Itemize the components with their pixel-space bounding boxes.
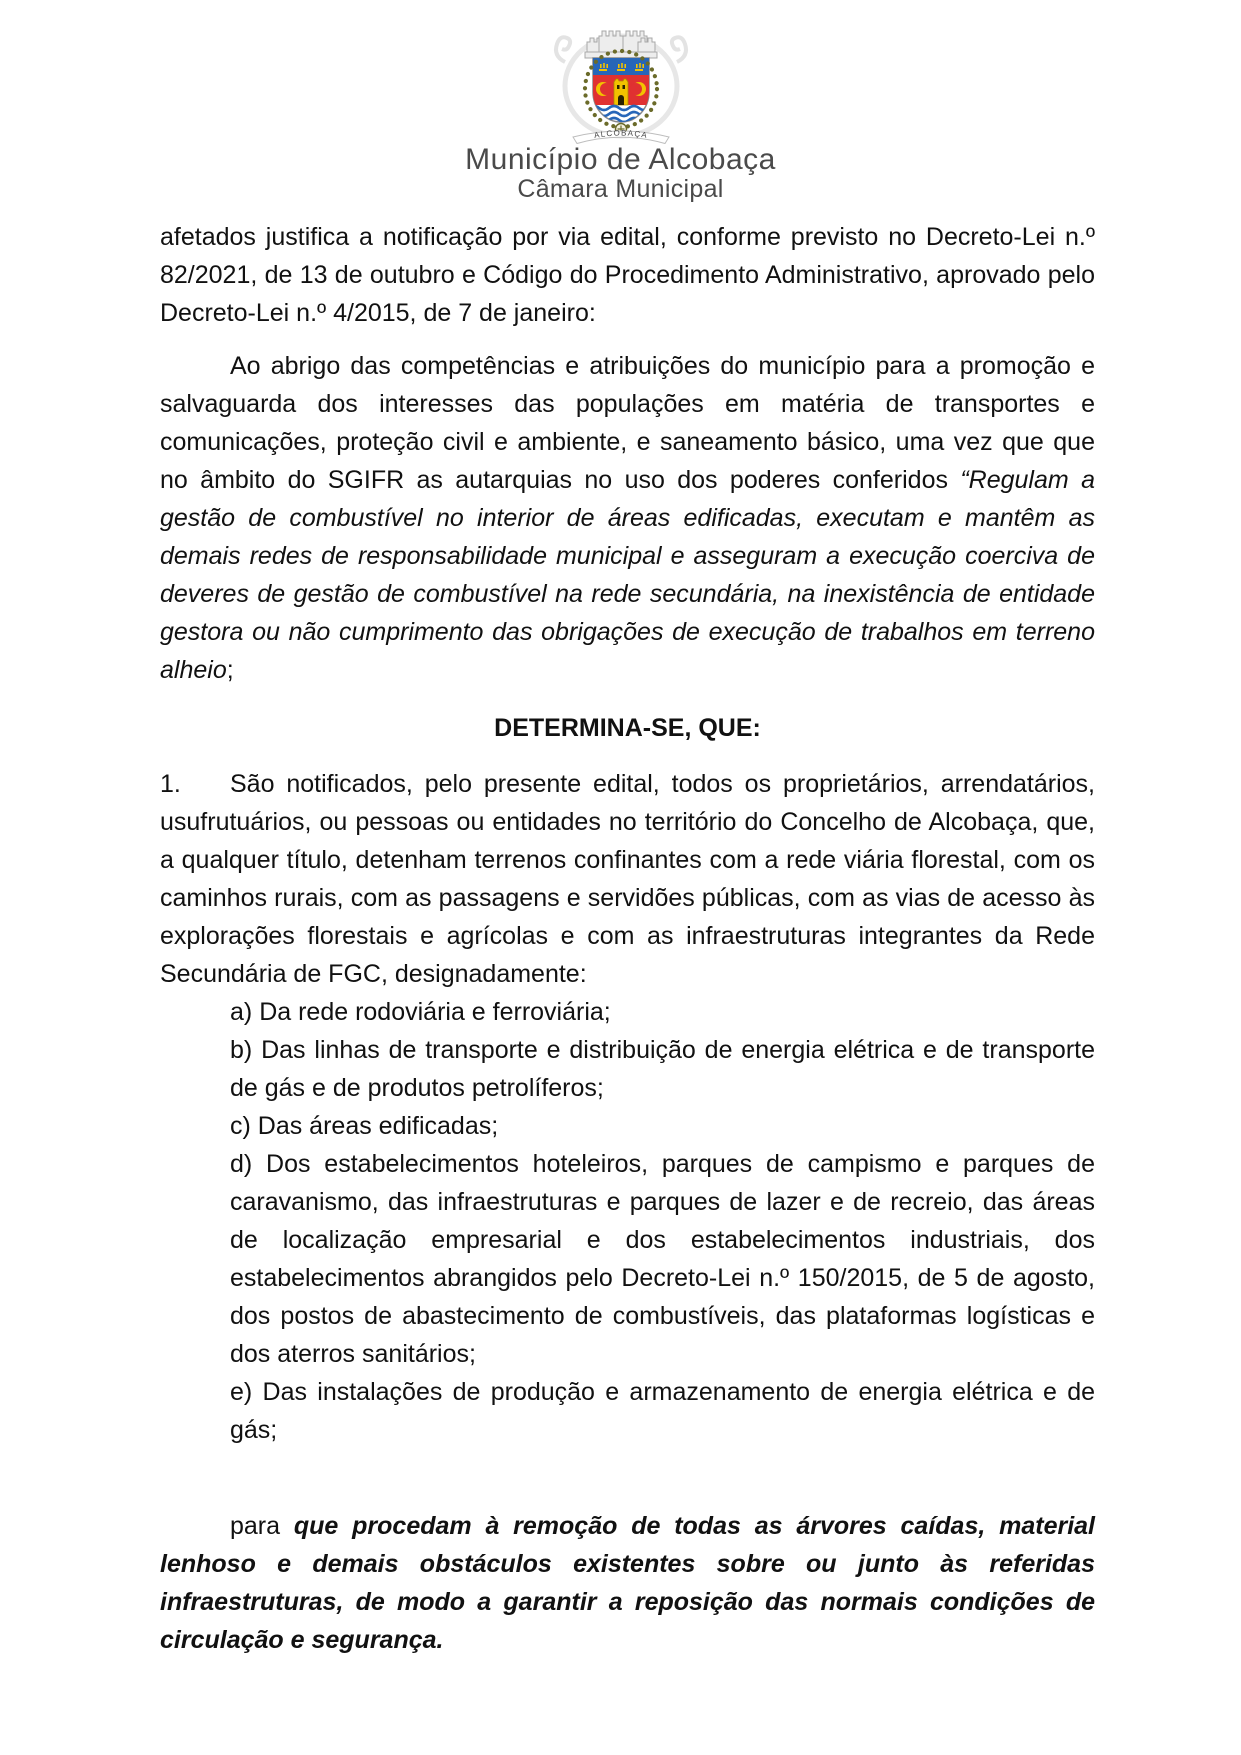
closing-prefix: para [230,1512,294,1540]
paragraph-notificacao-text: afetados justifica a notificação por via edital, conforme previsto no Decreto-Lei n.º 82/2021, de 13 de outubro e Código do Procedimento Administrativo, aprovado pelo Decreto-Lei n.º 4/2015, de 7 de janeiro: [160,223,1095,327]
subitem-a-text: Da rede rodoviária e ferroviária; [259,998,611,1026]
closing-paragraph [160,1507,1095,1659]
municipal-logo [0,22,1241,144]
paragraph-competencias-regular: Ao abrigo das competências e atribuições do município para a promoção e salvaguarda dos interesses das populações em matéria de transportes e comunicações, proteção civil e ambiente, e saneamento básico, uma vez que que no âmbito do SGIFR as autarquias no uso dos poderes conferidos [160,352,1095,494]
subitem-b-label: b) [230,1036,253,1064]
shield [589,56,659,122]
subitem-a [230,993,1095,1031]
item-1-paragraph [160,765,1095,993]
paragraph-notificacao [160,218,1095,332]
document-header [0,0,1241,202]
department-name: Câmara Municipal [517,175,724,203]
paragraph-competencias [160,347,1095,689]
subitem-d-label: d) [230,1150,253,1178]
item-1-text: São notificados, pelo presente edital, todos os proprietários, arrendatários, usufrutuários, ou pessoas ou entidades no território do Concelho de Alcobaça, que, a qualquer título, detenham terrenos confinantes com a rede viária florestal, com os caminhos rurais, com as passagens e servidões públicas, com as vias de acesso às explorações florestais e agrícolas e com as infraestruturas integrantes da Rede Secundária de FGC, designadamente: [160,770,1095,988]
paragraph-competencias-suffix: ; [226,656,234,684]
subitem-c [230,1107,1095,1145]
subitem-e [230,1373,1095,1449]
municipality-name: Município de Alcobaça [465,143,776,176]
subitem-e-label: e) [230,1378,253,1406]
document-body [160,218,1095,1659]
subitem-d-text: Dos estabelecimentos hoteleiros, parques de campismo e parques de caravanismo, das infraestruturas e parques de lazer e de recreio, das áreas de localização empresarial e dos estabelecimentos industriais, dos estabelecimentos abrangidos pelo Decreto-Lei n.º 150/2015, de 5 de agosto, dos postos de abastecimento de combustíveis, das plataformas logísticas e dos aterros sanitários; [230,1150,1095,1368]
castle [614,79,628,105]
coat-of-arms-icon [511,22,731,144]
subitem-d [230,1145,1095,1373]
item-1-number: 1. [160,770,181,798]
subitem-c-text: Das áreas edificadas; [257,1112,499,1140]
subitem-a-label: a) [230,998,253,1026]
subitem-b-text: Das linhas de transporte e distribuição de energia elétrica e de transporte de gás e de produtos petrolíferos; [230,1036,1095,1102]
name-banner [573,128,669,143]
subitem-c-label: c) [230,1112,251,1140]
subitem-b [230,1031,1095,1107]
banner-text: ALCOBAÇA [592,128,649,141]
closing-emphasis: que procedam à remoção de todas as árvores caídas, material lenhoso e demais obstáculos existentes sobre ou junto às referidas infraestruturas, de modo a garantir a reposição das normais condições de circulação e segurança. [160,1512,1095,1654]
paragraph-competencias-citation: “Regulam a gestão de combustível no interior de áreas edificadas, executam e mantêm as demais redes de responsabilidade municipal e asseguram a execução coerciva de deveres de gestão de combustível na rede secundária, na inexistência de entidade gestora ou não cumprimento das obrigações de execução de trabalhos em terreno alheio [160,466,1095,684]
subitem-e-text: Das instalações de produção e armazenamento de energia elétrica e de gás; [230,1378,1096,1444]
determination-heading: DETERMINA-SE, QUE: [494,714,761,742]
